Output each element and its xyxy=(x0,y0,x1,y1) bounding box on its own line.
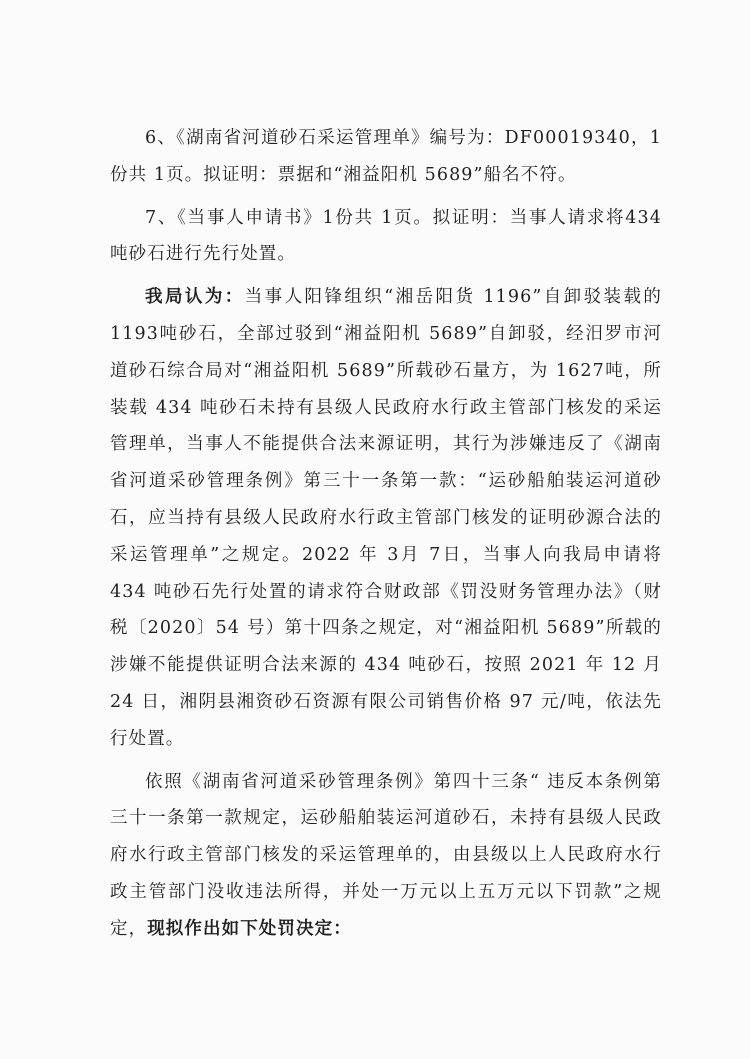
evidence-item-7-text: 7、《当事人申请书》1份共 1页。拟证明：当事人请求将434 吨砂石进行先行处置。 xyxy=(110,207,662,265)
finding-lead: 我局认为： xyxy=(145,287,245,308)
evidence-item-6 xyxy=(110,120,662,194)
legal-basis-text: 依照《湖南省河道采砂管理条例》第四十三条“ 违反本条例第三十一条第一款规定，运砂船舶装运河道砂石，未持有县级人民政府水行政主管部门核发的采运管理单的，由县级以上人民政府水行政主管部门没收违法所得，并处一万元以上五万元以下罚款”之规定， xyxy=(110,771,662,939)
finding-text: 当事人阳锋组织“湘岳阳货 1196”自卸驳装载的 1193吨砂石，全部过驳到“湘益阳机 5689”自卸驳，经汨罗市河道砂石综合局对“湘益阳机 5689”所载砂石量方，为 1627吨，所装载 434 吨砂石未持有县级人民政府水行政主管部门核发的采运管理单，当事人不能提供合法来源证明，其行为涉嫌违反了《湖南省河道采砂管理条例》第三十一条第一款：“运砂船舶装运河道砂石，应当持有县级人民政府水行政主管部门核发的证明砂源合法的采运管理单”之规定。2022 年 3月 7日，当事人向我局申请将 434 吨砂石先行处置的请求符合财政部《罚没财务管理办法》（财税〔2020〕54 号）第十四条之规定，对“湘益阳机 5689”所载的涉嫌不能提供证明合法来源的 434 吨砂石，按照 2021 年 12 月 24 日，湘阴县湘资砂石资源有限公司销售价格 97 元/吨，依法先行处置。 xyxy=(110,287,663,749)
finding-paragraph xyxy=(110,279,662,757)
evidence-item-7 xyxy=(110,200,662,274)
decision-lead: 现拟作出如下处罚决定： xyxy=(147,918,352,939)
evidence-item-6-text: 6、《湖南省河道砂石采运管理单》编号为：DF00019340，1份共 1页。拟证明：票据和“湘益阳机 5689”船名不符。 xyxy=(110,128,662,185)
legal-basis-paragraph xyxy=(110,764,662,948)
